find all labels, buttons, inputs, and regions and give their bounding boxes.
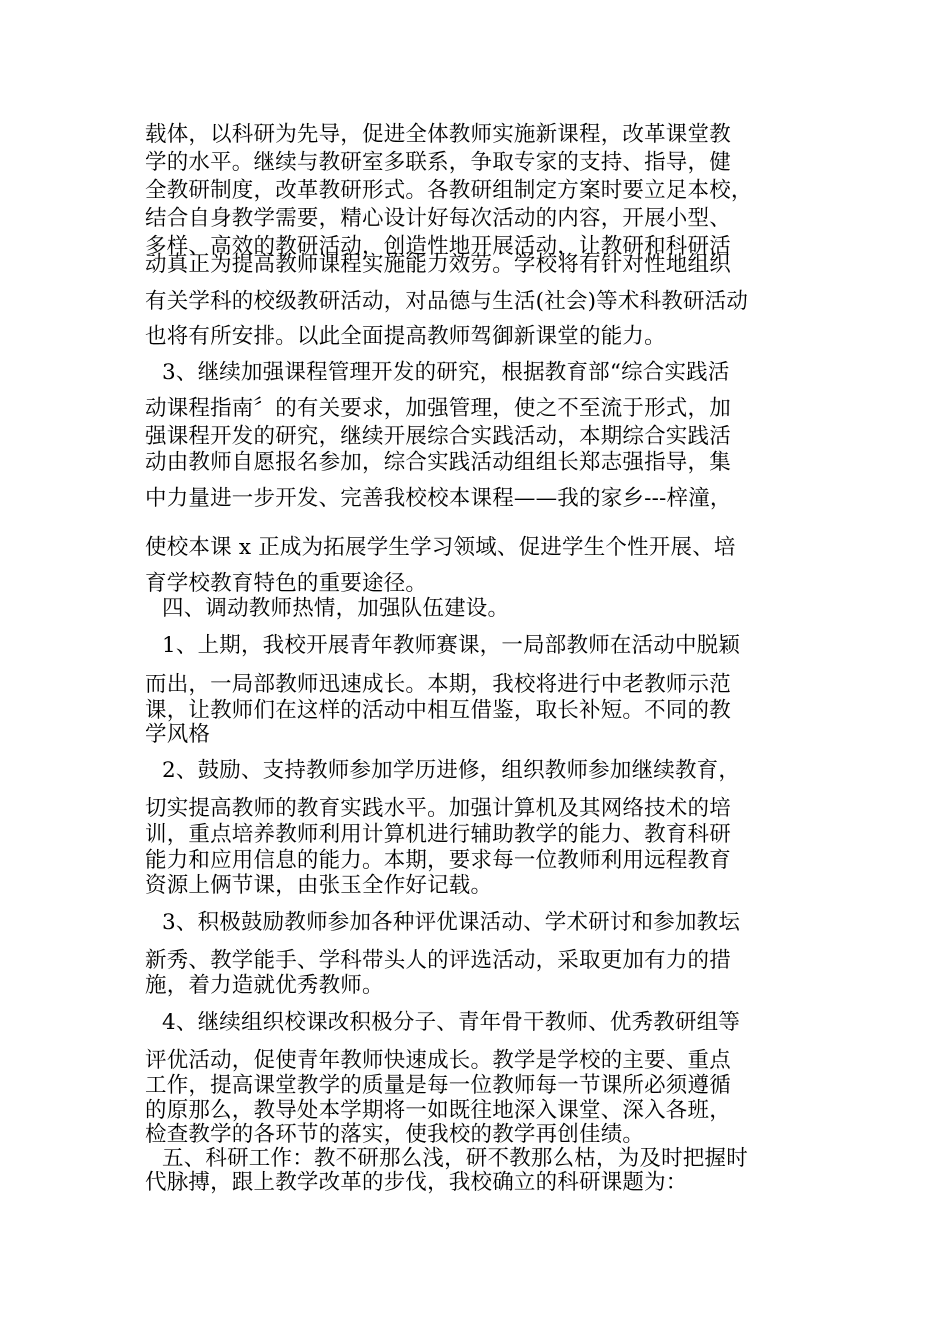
text-line: 载体，以科研为先导，促进全体教师实施新课程，改革课堂教 bbox=[145, 122, 731, 147]
text-line: 多样、高效的教研活动，创造性地开展活动，让教研和科研活 bbox=[145, 234, 731, 259]
text-line: 育学校教育特色的重要途径。 bbox=[145, 571, 428, 596]
text-line: 4、继续组织校课改积极分子、青年骨干教师、优秀教研组等 bbox=[162, 1010, 741, 1035]
text-line: 切实提高教师的教育实践水平。加强计算机及其网络技术的培 bbox=[145, 796, 731, 821]
text-line: 中力量进一步开发、完善我校校本课程——我的家乡---梓潼， bbox=[145, 486, 732, 511]
text-line: 学风格 bbox=[145, 722, 211, 747]
text-line: 训，重点培养教师利用计算机进行辅助教学的能力、教育科研 bbox=[145, 822, 731, 847]
text-line: 的原那么，教导处本学期将一如既往地深入课堂、深入各班， bbox=[145, 1098, 731, 1123]
text-line: 强课程开发的研究，继续开展综合实践活动，本期综合实践活 bbox=[145, 424, 731, 449]
text-line: 动课程指南〞的有关要求，加强管理，使之不至流于形式，加 bbox=[145, 396, 731, 421]
text-line: 动真正为提高教师课程实施能力效劳。学校将有针对性地组织 bbox=[145, 252, 731, 277]
text-line: 施，着力造就优秀教师。 bbox=[145, 973, 384, 998]
text-line: 3、继续加强课程管理开发的研究，根据教育部“综合实践活 bbox=[162, 360, 730, 385]
text-line: 学的水平。继续与教研室多联系，争取专家的支持、指导，健 bbox=[145, 150, 731, 175]
section-heading: 五、科研工作：教不研那么浅，研不教那么枯，为及时把握时 bbox=[162, 1146, 748, 1171]
text-line: 动由教师自愿报名参加，综合实践活动组组长郑志强指导，集 bbox=[145, 450, 731, 475]
text-line: 课，让教师们在这样的活动中相互借鉴，取长补短。不同的教 bbox=[145, 698, 731, 723]
text-line: 1、上期，我校开展青年教师赛课，一局部教师在活动中脱颖 bbox=[162, 633, 741, 658]
text-line: 结合自身教学需要，精心设计好每次活动的内容，开展小型、 bbox=[145, 206, 731, 231]
text-line: 新秀、教学能手、学科带头人的评选活动，采取更加有力的措 bbox=[145, 948, 731, 973]
text-line: 能力和应用信息的能力。本期，要求每一位教师利用远程教育 bbox=[145, 848, 731, 873]
text-line: 全教研制度，改革教研形式。各教研组制定方案时要立足本校， bbox=[145, 178, 753, 203]
text-line: 工作，提高课堂教学的质量是每一位教师每一节课所必须遵循 bbox=[145, 1073, 731, 1098]
text-line: 2、鼓励、支持教师参加学历进修，组织教师参加继续教育， bbox=[162, 758, 741, 783]
section-heading: 四、调动教师热情，加强队伍建设。 bbox=[162, 596, 510, 621]
text-line: 资源上俩节课，由张玉全作好记载。 bbox=[145, 873, 493, 898]
text-line: 使校本课 x 正成为拓展学生学习领域、促进学生个性开展、培 bbox=[145, 535, 736, 560]
text-line: 3、积极鼓励教师参加各种评优课活动、学术研讨和参加教坛 bbox=[162, 910, 741, 935]
text-line: 而出，一局部教师迅速成长。本期，我校将进行中老教师示范 bbox=[145, 672, 731, 697]
text-line: 评优活动，促使青年教师快速成长。教学是学校的主要、重点 bbox=[145, 1048, 731, 1073]
text-line: 检查教学的各环节的落实，使我校的教学再创佳绩。 bbox=[145, 1122, 645, 1147]
text-line: 代脉搏，跟上教学改革的步伐，我校确立的科研课题为： bbox=[145, 1170, 688, 1195]
text-line: 也将有所安排。以此全面提高教师驾御新课堂的能力。 bbox=[145, 324, 666, 349]
text-line: 有关学科的校级教研活动，对品德与生活(社会)等术科教研活动 bbox=[145, 289, 749, 314]
